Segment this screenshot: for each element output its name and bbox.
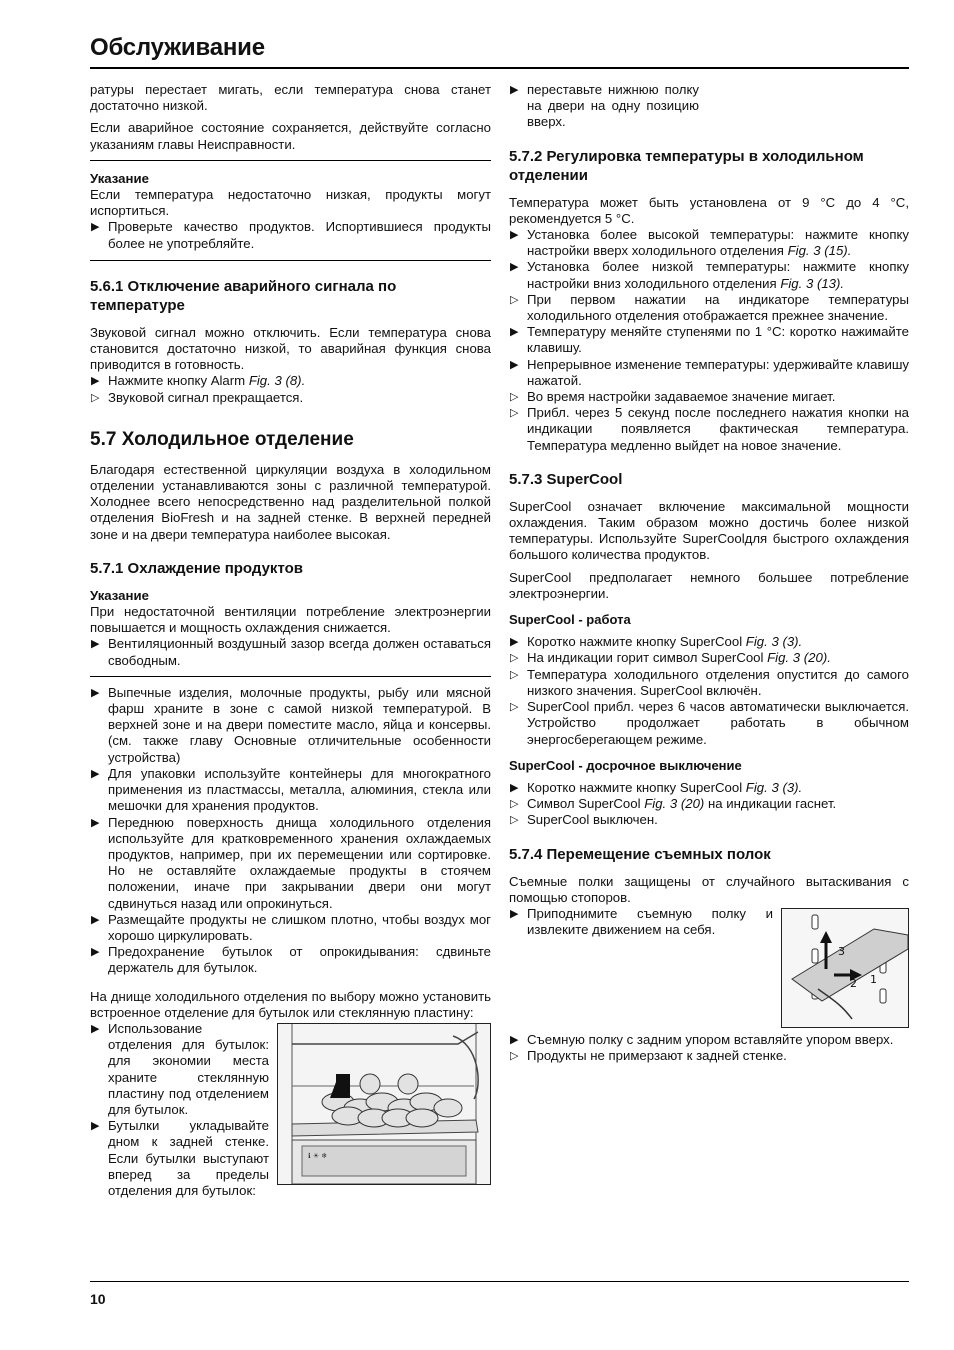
right-column: [509, 82, 909, 1068]
paragraph: На днище холодильного отделения по выбору можно установить встроенное отделение для бутылок или стеклянную пластину:: [90, 988, 491, 1020]
section-heading: 5.6.1 Отключение аварийного сигнала по температуре: [90, 277, 397, 314]
list-item: ▷ Продукты не примерзают к задней стенке.: [510, 1048, 787, 1064]
list-item: ▶ Температуру меняйте ступенями по 1 °С: коротко нажимайте клавишу.: [510, 324, 909, 356]
result-bullet-icon: ▷: [510, 652, 519, 665]
action-bullet-icon: ▶: [91, 946, 100, 959]
list-item: ▶ Размещайте продукты не слишком плотно, чтобы воздух мог хорошо циркулировать.: [91, 911, 491, 943]
action-bullet-icon: ▶: [510, 907, 519, 920]
list-item: ▶ Вентиляционный воздушный зазор всегда должен оставаться свободным.: [91, 636, 491, 668]
figure-step-label: 2: [850, 976, 857, 990]
action-bullet-icon: ▶: [510, 1033, 519, 1046]
result-bullet-icon: ▷: [510, 407, 519, 420]
action-bullet-icon: ▶: [510, 326, 519, 339]
action-bullet-icon: ▶: [91, 375, 100, 388]
action-bullet-icon: ▶: [91, 686, 100, 699]
list-item: ▷ Прибл. через 5 секунд после последнего нажатия кнопки на индикации появляется фактическая температура. Температура медленно выйдет на новое значение.: [510, 405, 909, 453]
page-number: 10: [90, 1291, 106, 1307]
section-heading: 5.7.2 Регулировка температуры в холодильном отделении: [509, 147, 864, 184]
action-bullet-icon: ▶: [91, 1022, 100, 1035]
note-heading: Указание: [90, 587, 149, 603]
action-bullet-icon: ▶: [91, 816, 100, 829]
action-bullet-icon: ▶: [510, 229, 519, 242]
list-item: ▶ Нажмите кнопку Alarm Fig. 3 (8).: [91, 373, 306, 389]
paragraph: Если аварийное состояние сохраняется, действуйте согласно указаниям главы Неисправности.: [90, 120, 491, 152]
list-item: ▶ Съемную полку с задним упором вставляйте упором вверх.: [510, 1031, 894, 1047]
result-bullet-icon: ▷: [510, 391, 519, 404]
result-bullet-icon: ▷: [510, 798, 519, 811]
list-item: ▷ Во время настройки задаваемое значение мигает.: [510, 389, 836, 405]
subsection-heading: SuperCool - работа: [509, 612, 631, 628]
section-heading: 5.7.3 SuperCool: [509, 470, 623, 488]
action-bullet-icon: ▶: [91, 638, 100, 651]
left-column: [90, 82, 491, 1203]
paragraph: ратуры перестает мигать, если температура снова станет достаточно низкой.: [90, 82, 491, 114]
list-item: ▶ Коротко нажмите кнопку SuperCool Fig. 3 (3).: [510, 634, 803, 650]
action-bullet-icon: ▶: [91, 1120, 100, 1133]
note-heading: Указание: [90, 170, 149, 186]
action-bullet-icon: ▶: [91, 221, 100, 234]
note-divider: [90, 260, 491, 261]
action-bullet-icon: ▶: [91, 767, 100, 780]
result-bullet-icon: ▷: [510, 814, 519, 827]
list-item: ▶ Использование отделения для бутылок: для экономии места храните стеклянную пластину под отделением для бутылок.: [91, 1020, 269, 1117]
action-bullet-icon: ▶: [91, 913, 100, 926]
paragraph: Благодаря естественной циркуляции воздуха в холодильном отделении устанавливаются зоны с различной температурой. Холоднее всего непосредственно над разделительной полкой отделения BioFresh и на задней стенке. В верхней передней зоне и на двери температура наиболее высокая.: [90, 461, 491, 542]
paragraph: SuperCool предполагает немного большее потребление электроэнергии.: [509, 569, 909, 601]
figure-step-label: 1: [870, 972, 877, 986]
list-item: ▷ Символ SuperCool Fig. 3 (20) на индикации гаснет.: [510, 796, 837, 812]
subsection-heading: SuperCool - досрочное выключение: [509, 757, 742, 773]
action-bullet-icon: ▶: [510, 261, 519, 274]
list-item: ▶ Непрерывное изменение температуры: удерживайте клавишу нажатой.: [510, 356, 909, 388]
action-bullet-icon: ▶: [510, 84, 519, 96]
list-item: ▷ На индикации горит символ SuperCool Fig. 3 (20).: [510, 650, 831, 666]
note-text: При недостаточной вентиляции потребление электроэнергии повышается и мощность охлаждения снижается.: [90, 604, 491, 636]
list-item: ▶ Проверьте качество продуктов. Испортившиеся продукты более не употребляйте.: [91, 219, 491, 251]
header-rule: [90, 67, 909, 69]
list-item: ▶ Переднюю поверхность днища холодильного отделения используйте для кратковременного хранения охлаждаемых продуктов, например, при их перемещении или сортировке. Но не оставляйте охлаждаемые продукты в стоячем положении, иначе при закрывании двери они могут сдвинуться назад или опрокинуться.: [91, 814, 491, 911]
section-heading: 5.7.1 Охлаждение продуктов: [90, 559, 303, 577]
result-bullet-icon: ▷: [510, 701, 519, 714]
action-bullet-icon: ▶: [510, 781, 519, 794]
list-item: ▷ SuperCool прибл. через 6 часов автоматически выключается. Устройство продолжает работать в обычном энергосберегающем режиме.: [510, 699, 909, 747]
paragraph: Съемные полки защищены от случайного вытаскивания с помощью стопоров.: [509, 873, 909, 905]
note-divider: [90, 676, 491, 677]
svg-text:ℹ ☀ ❄: ℹ ☀ ❄: [308, 1151, 328, 1160]
list-item: ▶ Коротко нажмите кнопку SuperCool Fig. 3 (3).: [510, 779, 803, 795]
list-item: ▶ Для упаковки используйте контейнеры для многократного применения из пластмассы, металла, алюминия, стекла или мешочки для хранения продуктов.: [91, 765, 491, 814]
action-bullet-icon: ▶: [510, 358, 519, 371]
list-item: ▷ Звуковой сигнал прекращается.: [91, 389, 304, 405]
list-item: ▷ Температура холодильного отделения опустится до самого низкого значения. SuperCool включён.: [510, 666, 909, 698]
list-item: ▷ При первом нажатии на индикаторе температуры холодильного отделения отображается прежнее значение.: [510, 291, 909, 324]
action-bullet-icon: ▶: [510, 636, 519, 649]
section-heading: 5.7.4 Перемещение съемных полок: [509, 845, 771, 863]
list-item: ▶ Предохранение бутылок от опрокидывания: сдвиньте держатель для бутылок.: [91, 944, 491, 976]
list-item: ▶ Установка более высокой температуры: нажмите кнопку настройки вверх холодильного отделения Fig. 3 (15).: [510, 227, 909, 259]
paragraph: Звуковой сигнал можно отключить. Если температура снова становится достаточно низкой, то аварийная функция снова приводится в готовность.: [90, 324, 491, 373]
result-bullet-icon: ▷: [510, 1050, 519, 1063]
page-title: Обслуживание: [90, 34, 265, 61]
list-item: ▶ переставьте нижнюю полку на двери на одну позицию вверх.: [510, 82, 699, 130]
footer-rule: [90, 1281, 909, 1282]
list-item: ▶ Приподнимите съемную полку и извлеките движением на себя.: [510, 905, 773, 938]
list-item: ▶ Бутылки укладывайте дном к задней стенке. Если бутылки выступают вперед за пределы отделения для бутылок:: [91, 1118, 269, 1198]
figure-step-label: 3: [838, 944, 845, 958]
section-heading: 5.7 Холодильное отделение: [90, 428, 354, 450]
list-item: ▶ Установка более низкой температуры: нажмите кнопку настройки вниз холодильного отделения Fig. 3 (13).: [510, 259, 909, 291]
result-bullet-icon: ▷: [510, 293, 519, 306]
result-bullet-icon: ▷: [510, 668, 519, 681]
result-bullet-icon: ▷: [91, 391, 100, 404]
list-item: ▶ Выпечные изделия, молочные продукты, рыбу или мясной фарш храните в зоне с самой низкой температурой. В верхней зоне и на двери поместите масло, яйца и консервы. (см. также главу Основные отличительные особенности устройства): [91, 684, 491, 765]
note-divider: [90, 160, 491, 161]
paragraph: Температура может быть установлена от 9 °С до 4 °С, рекомендуется 5 °С.: [509, 194, 909, 226]
list-item: ▷ SuperCool выключен.: [510, 812, 658, 828]
paragraph: SuperCool означает включение максимальной мощности охлаждения. Таким образом можно достичь более низкой температуры. Используйте SuperCoolдля быстрого охлаждения большого количества продуктов.: [509, 498, 909, 563]
note-text: Если температура недостаточно низкая, продукты могут испортиться.: [90, 187, 491, 219]
